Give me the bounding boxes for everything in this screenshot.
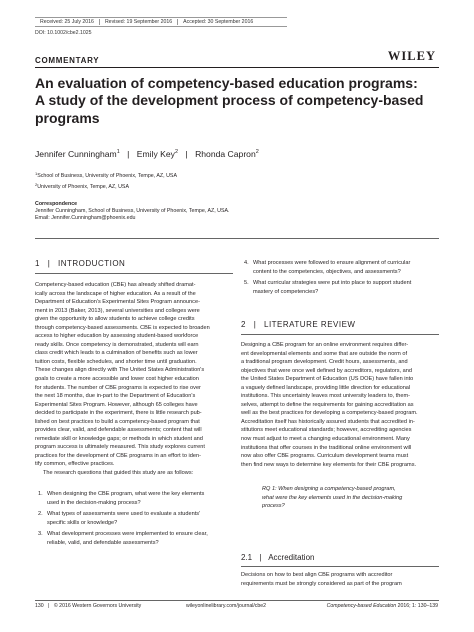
text-line: used in the decision-making process? — [47, 499, 141, 506]
accreditation-paragraph — [241, 571, 439, 588]
front-matter-divider — [35, 238, 439, 239]
affiliation-text: School of Business, University of Phoenix, Tempe, AZ, USA — [37, 173, 177, 179]
section-heading-literature-review — [241, 320, 355, 329]
research-question-item — [38, 510, 233, 527]
affiliation-mark: 2 — [35, 182, 38, 187]
text-line: for students. The number of CBE programs is expected to rise over — [35, 384, 201, 391]
author-name[interactable]: Rhonda Capron — [195, 149, 256, 159]
text-line: now must adjust to meet a changing educational environment. Many — [241, 436, 410, 443]
section-separator: | — [259, 553, 262, 562]
list-number: 4. — [244, 260, 249, 266]
text-line: objectives that were once well defined by accreditors, regulators, and — [241, 367, 413, 374]
doi-link[interactable]: DOI: 10.1002/cbe2.1025 — [35, 30, 92, 36]
literature-review-paragraph — [241, 341, 439, 469]
affiliation — [35, 171, 177, 180]
publisher-logo: WILEY — [387, 49, 436, 63]
affiliation-mark: 1 — [35, 171, 38, 176]
text-line: program success is ultimately measured. This study explores current — [35, 444, 205, 451]
header-divider — [35, 67, 439, 68]
text-line: reliable, valid, and defendable assessments? — [47, 539, 159, 546]
article-type-label: COMMENTARY — [35, 56, 100, 65]
text-line: the next 18 months, due in-part to the Department of Education's — [35, 393, 196, 400]
research-question-callout — [262, 485, 442, 511]
copyright-notice: © 2016 Western Governors University — [53, 603, 142, 609]
correspondence-email[interactable]: Email: Jennifer.Cunningham@phoenix.edu — [35, 215, 136, 221]
journal-name: Competency-based Education — [326, 603, 397, 609]
text-line: stitutions meet educational standards; however, accrediting agencies — [241, 427, 412, 434]
received-date: Received: 25 July 2016 — [40, 19, 94, 25]
section-separator: | — [47, 259, 51, 268]
affiliation-text: University of Phoenix, Tempe, AZ, USA — [37, 184, 129, 190]
text-line: decided to participate in the experiment, there is little research pub- — [35, 410, 202, 417]
footer-divider — [35, 600, 439, 601]
title-line: An evaluation of competency-based education programs: — [35, 75, 418, 91]
research-question-item — [38, 490, 233, 507]
text-line: What processes were followed to ensure alignment of curricular — [253, 260, 411, 266]
section-title: INTRODUCTION — [58, 259, 126, 268]
author-separator: | — [127, 149, 130, 159]
section-heading-introduction — [35, 259, 125, 268]
section-separator: | — [253, 320, 257, 329]
citation-details: 2016; 1: 130–139 — [396, 603, 438, 609]
text-line: Competency-based education (CBE) has already shifted dramat- — [35, 282, 196, 288]
journal-citation — [327, 603, 438, 609]
text-line: class credit which leads to a culmination of benefits such as lower — [35, 350, 198, 357]
text-line: now also offer CBE programs. Curriculum development teams must — [241, 453, 409, 460]
text-line: given the opportunity to allow students to achieve college credits — [35, 316, 195, 323]
text-line: then find new ways to determine key elements for their CBE programs. — [241, 461, 417, 468]
footer-left — [35, 603, 141, 609]
text-line: institutions. This uncertainty leaves most university leaders to, them- — [241, 393, 411, 400]
introduction-paragraph — [35, 281, 233, 478]
text-line: specific skills or knowledge? — [47, 519, 118, 526]
text-line: Designing a CBE program for an online environment requires differ- — [241, 342, 409, 348]
correspondence-label: Correspondence — [35, 201, 78, 207]
research-question-item — [38, 530, 233, 547]
page-number: 130 — [35, 603, 44, 609]
text-line: ment in 2013 (Baker, 2013), several universities and colleges were — [35, 307, 200, 314]
section-title: LITERATURE REVIEW — [264, 320, 356, 329]
text-line: ready skills. Once competency is demonstrated, students will earn — [35, 341, 199, 348]
text-line: a traditional program development. Credit hours, assessments, and — [241, 359, 408, 366]
section-title: Accreditation — [268, 553, 315, 562]
author-affiliation-mark: 2 — [255, 149, 259, 155]
correspondence-address: Jennifer Cunningham, School of Business, University of Phoenix, Tempe, AZ, USA. — [35, 208, 230, 214]
title-line: programs — [35, 109, 100, 126]
text-line: the United States Department of Education (US DOE) have fallen into — [241, 376, 414, 383]
text-line: RQ 1: When designing a competency-based program, — [262, 486, 396, 492]
text-line: When designing the CBE program, what were the key elements — [47, 491, 205, 497]
author-name[interactable]: Jennifer Cunningham — [35, 149, 117, 159]
text-line: What types of assessments were used to evaluate a students' — [47, 511, 201, 517]
text-line: provides clear, valid, and defendable assessments; content that will — [35, 427, 202, 434]
text-line: selves, attempt to define the requirements for gaining accreditation as — [241, 401, 414, 408]
text-line: These changes align directly with The United States Administration's — [35, 367, 205, 374]
list-number: 5. — [244, 280, 249, 286]
list-number: 2. — [38, 511, 43, 517]
section-number: 2.1 — [241, 553, 253, 562]
author-list — [35, 149, 259, 159]
section-number: 1 — [35, 259, 40, 268]
text-line: Accreditation itself has historically assured students that accredited in- — [241, 418, 415, 425]
text-line: tify common, effective practices. — [35, 461, 115, 468]
footer-separator: | — [48, 603, 50, 609]
journal-url-link[interactable]: wileyonlinelibrary.com/journal/cbe2 — [186, 603, 267, 609]
text-line: a vaguely defined landscape, providing little direction for educational — [241, 384, 411, 391]
research-question-item — [244, 259, 439, 276]
text-line: remediate skill or knowledge gaps; or methods in which student and — [35, 435, 203, 442]
text-line: The research questions that guided this study are as follows: — [43, 470, 194, 477]
author-name[interactable]: Emily Key — [136, 149, 175, 159]
text-line: mastery of competencies? — [253, 288, 319, 295]
affiliation — [35, 182, 129, 191]
text-line: What development processes were implemented to ensure clear, — [47, 531, 208, 537]
author-affiliation-mark: 2 — [174, 149, 179, 155]
text-line: ically across the landscape of higher education. As a result of the — [35, 290, 196, 297]
text-line: practices for the development of CBE programs in an effort to iden- — [35, 452, 201, 459]
text-line: What curricular strategies were put into place to support student — [253, 280, 412, 286]
section-heading-rule — [35, 273, 233, 274]
text-line: ent developmental elements and some that are outside the norm of — [241, 350, 408, 357]
text-line: through competency-based assessments. CBE is expected to broaden — [35, 324, 210, 331]
article-dates-bar — [35, 17, 287, 27]
article-title — [35, 75, 455, 127]
list-number: 1. — [38, 491, 43, 497]
text-line: institutions that offer courses in the traditional online environment will — [241, 444, 412, 451]
title-line: A study of the development process of competency-based — [35, 92, 424, 109]
text-line: content to the competencies, objectives, and assessments? — [253, 268, 401, 275]
author-separator: | — [185, 149, 188, 159]
subsection-heading-accreditation — [241, 553, 314, 562]
text-line: well as the best practices for developing a competency-based program. — [241, 410, 418, 417]
accepted-date: Accepted: 30 September 2016 — [177, 19, 258, 25]
text-line: tuition costs, flexible schedules, and shorter time until graduation. — [35, 358, 197, 365]
text-line: access to higher education by assessing student-based workforce — [35, 333, 199, 340]
text-line: Department of Education's Experimental Sites Program announce- — [35, 299, 200, 306]
text-line: process? — [262, 503, 285, 510]
section-heading-rule — [241, 334, 439, 335]
text-line: goals to create a more accessible and lower cost higher education — [35, 376, 199, 383]
revised-date: Revised: 19 September 2016 — [99, 19, 177, 25]
text-line: requirements must be strongly considered as part of the program — [241, 580, 402, 587]
list-number: 3. — [38, 531, 43, 537]
author-affiliation-mark: 1 — [116, 149, 120, 155]
text-line: lished on best practices to build a competency-based program that — [35, 418, 200, 425]
text-line: Experimental Sites Program. However, although 65 colleges have — [35, 401, 198, 408]
section-heading-rule — [241, 566, 439, 567]
text-line: what were the key elements used in the decision-making — [262, 494, 403, 501]
research-question-item — [244, 279, 439, 296]
text-line: Decisions on how to best align CBE programs with accreditor — [241, 572, 393, 578]
section-number: 2 — [241, 320, 246, 329]
